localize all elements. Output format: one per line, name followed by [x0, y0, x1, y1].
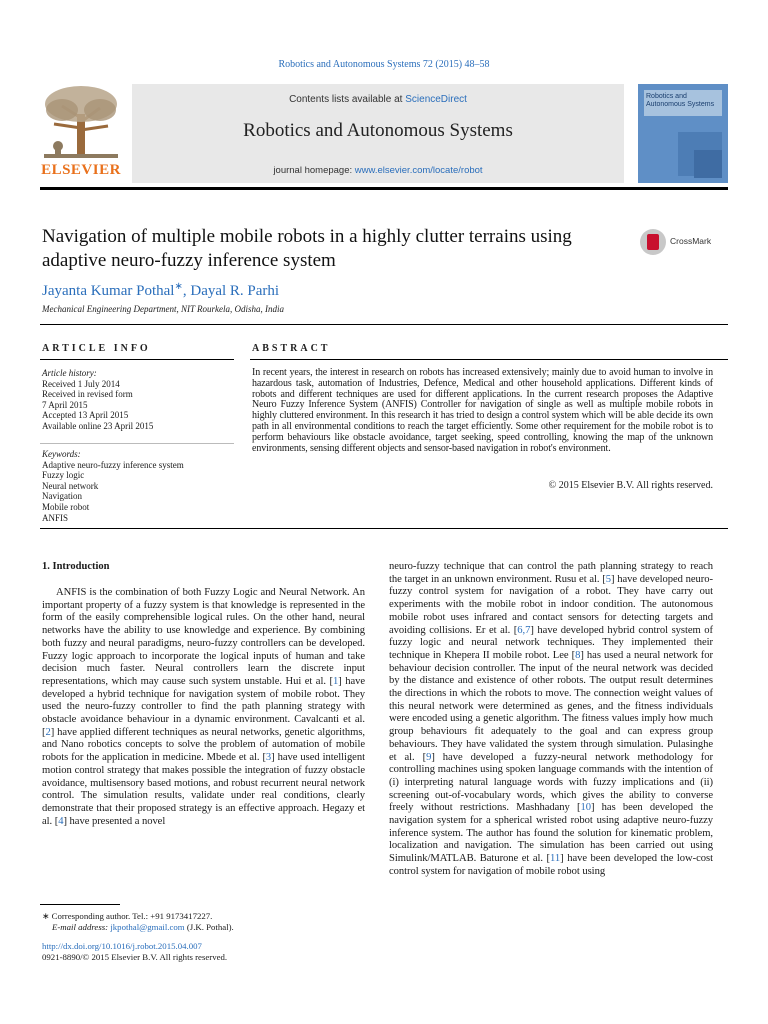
reference-link[interactable]: 4	[58, 815, 64, 827]
article-title: Navigation of multiple mobile robots in a highly clutter terrains using adaptive neuro-fuzzy inference system	[42, 226, 572, 271]
author-list	[42, 281, 279, 300]
issn-line: 0921-8890/© 2015 Elsevier B.V. All rights reserved.	[42, 952, 228, 962]
body-paragraph: ANFIS is the combination of both Fuzzy Logic and Neural Network. An important property of a fuzzy system is that knowledge is represented in the form of the easily comprehensible logical rules. On the other hand, neural networks have the ability to use knowledge and experience. By combining both fuzzy and neural paradigms, neuro-fuzzy controllers can be developed. Fuzzy logic approach to incorporate the logical inputs of human and take decision much faster. Neural controllers learn the discrete input representations, which may cause such system unstable. Hui et al. [1] have developed a hybrid technique for navigation system of mobile robot. They used the neuro-fuzzy controller to find the path planning strategy with obstacle avoidance behaviour in a dynamic environment. Cavalcanti et al. [2] have applied different techniques as neural networks, genetic algorithms, and Nano robotics concepts to solve the problem of automation of mobile robots for the application in medicine. Mbede et al. [3] have used intelligent motion control strategy that makes possible the integration of fuzzy obstacle avoidance, multisensory based motions, and robust recurrent neural network control. The simulation results, validate under real conditions, clearly demonstrate that their proposed strategy is an effective approach. Hegazy et al. [4] have presented a novel	[42, 587, 365, 827]
keyword-item: Navigation	[42, 491, 82, 502]
reference-link[interactable]: 3	[265, 752, 272, 764]
keyword-item: Fuzzy logic	[42, 470, 85, 481]
keywords-label: Keywords:	[42, 449, 81, 459]
author-2[interactable]: Dayal R. Parhi	[190, 283, 280, 299]
journal-title: Robotics and Autonomous Systems	[243, 120, 513, 141]
abstract-heading: ABSTRACT	[252, 343, 331, 354]
keyword-item: Adaptive neuro-fuzzy inference system	[42, 459, 184, 470]
homepage-prefix: journal homepage:	[273, 165, 355, 176]
abstract-bottom-rule	[40, 528, 728, 529]
reference-link[interactable]: 5	[605, 573, 611, 585]
history-item: 7 April 2015	[42, 399, 88, 410]
history-item: Received 1 July 2014	[42, 378, 120, 389]
corresponding-author-mark[interactable]: ∗	[174, 281, 183, 292]
keywords	[42, 449, 232, 523]
crossmark-icon	[640, 229, 666, 255]
history-label: Article history:	[42, 368, 97, 378]
email-link[interactable]: jkpothal@gmail.com	[110, 922, 185, 932]
reference-link[interactable]: 11	[550, 853, 561, 865]
footnote-mark: ∗	[42, 911, 50, 921]
contents-prefix: Contents lists available at	[289, 94, 406, 105]
header-rule	[40, 187, 728, 190]
reference-link[interactable]: 8	[575, 649, 581, 661]
email-owner: (J.K. Pothal).	[184, 922, 234, 932]
crossmark-label: CrossMark	[670, 236, 712, 246]
body-column-left	[42, 587, 365, 828]
body-column-right	[389, 561, 713, 879]
journal-reference[interactable]: Robotics and Autonomous Systems 72 (2015) 48–58	[278, 59, 490, 70]
corresponding-author-footnote	[42, 911, 372, 933]
journal-cover-thumbnail	[638, 84, 728, 183]
homepage-line	[132, 165, 624, 176]
doi-block	[42, 941, 227, 963]
contents-line	[132, 94, 624, 105]
footnote-rule	[40, 904, 120, 905]
history-divider	[40, 443, 234, 444]
keyword-item: Mobile robot	[42, 501, 90, 512]
abstract-copyright: © 2015 Elsevier B.V. All rights reserved.	[548, 480, 713, 491]
article-info-rule	[40, 359, 234, 360]
affiliation: Mechanical Engineering Department, NIT Rourkela, Odisha, India	[42, 304, 285, 314]
article-history	[42, 368, 232, 432]
homepage-link[interactable]: www.elsevier.com/locate/robot	[354, 165, 483, 176]
body-paragraph: neuro-fuzzy technique that can control the path planning strategy to reach the target in an unknown environment. Rusu et al. [5] have developed neuro-fuzzy control system for navigation of a robot. They have carry out experiments with the mobile robot in indoor condition. The autonomous mobile robot uses infrared and contact sensors for detecting targets and avoiding collisions. Er et al. [6,7] have developed hybrid control system of fuzzy logic and neural network techniques. They implemented their technique in Khepera II mobile robot. Lee [8] has used a neural network for behaviour decision controller. The input of the neural network was decided by the distance and existence of other robots. The output result determines the directions in which the robots to move. The connection weight values of this neural network were determined as genes, and the fitness individuals were encoded using a genetic algorithm. The fitness values imply how much group behaviours fit adequately to the goal and can express group behaviours. They have validated the system through simulation. Pulasinghe et al. [9] have developed a fuzzy-neural network methodology for controlling machines using spoken language commands with the intention of (i) interpreting natural language words with fuzzy implications and (ii) screening out-of-vocabulary words, which gives the ability to converse freely without restrictions. Mashhadany [10] has been developed the navigation system for a spherical wristed robot using adaptive neuro-fuzzy inference system. The author has found the solution for kinematic problem, localization and navigation. The simulation has been carried out using Simulink/MATLAB. Baturone et al. [11] have been developed the low-cost control system for navigation of mobile robot using	[389, 561, 713, 877]
introduction-heading: 1. Introduction	[42, 561, 110, 572]
elsevier-wordmark: ELSEVIER	[41, 162, 121, 178]
footnote-text: Corresponding author. Tel.: +91 9173417227.	[49, 911, 213, 921]
history-item: Available online 23 April 2015	[42, 420, 154, 431]
keyword-item: ANFIS	[42, 512, 69, 523]
reference-link[interactable]: 9	[426, 751, 432, 763]
abstract-rule	[250, 359, 728, 360]
email-label: E-mail address:	[52, 922, 111, 932]
author-separator: ,	[182, 283, 191, 299]
history-item: Received in revised form	[42, 389, 133, 400]
abstract-text: In recent years, the interest in research on robots has increased extensively; mainly due to avoid human to involve in hazardous task, automation of Industries, Defence, Medical and other household applications. Different kinds of robots and different techniques are used for different applications. In the current research proposes the Adaptive Neuro Fuzzy Inference System (ANFIS) Controller for navigation of single as well as multiple mobile robots in highly cluttered environment. In this research it has tried to design a control system which will be able decide its own path in all environmental conditions to reach the target efficiently. Some other requirement for the mobile robot is to perform behaviours like obstacle avoidance, target seeking, speed controlling, knowing the map of the unknown environments, sensing different objects and sensor-based navigation in robot's environment.	[252, 367, 713, 454]
history-item: Accepted 13 April 2015	[42, 410, 129, 421]
reference-link[interactable]: 10	[580, 802, 591, 814]
article-info-heading: ARTICLE INFO	[42, 343, 151, 354]
cover-title: Robotics and Autonomous Systems	[646, 93, 715, 108]
sciencedirect-link[interactable]: ScienceDirect	[405, 94, 467, 105]
keyword-item: Neural network	[42, 480, 99, 491]
title-rule	[40, 324, 728, 325]
doi-link[interactable]: http://dx.doi.org/10.1016/j.robot.2015.04.007	[42, 941, 202, 951]
reference-link[interactable]: 2	[45, 726, 51, 738]
author-1[interactable]: Jayanta Kumar Pothal	[42, 283, 175, 299]
reference-link[interactable]: 6,7	[517, 624, 531, 636]
reference-link[interactable]: 1	[332, 675, 339, 687]
crossmark-badge[interactable]	[640, 229, 730, 255]
